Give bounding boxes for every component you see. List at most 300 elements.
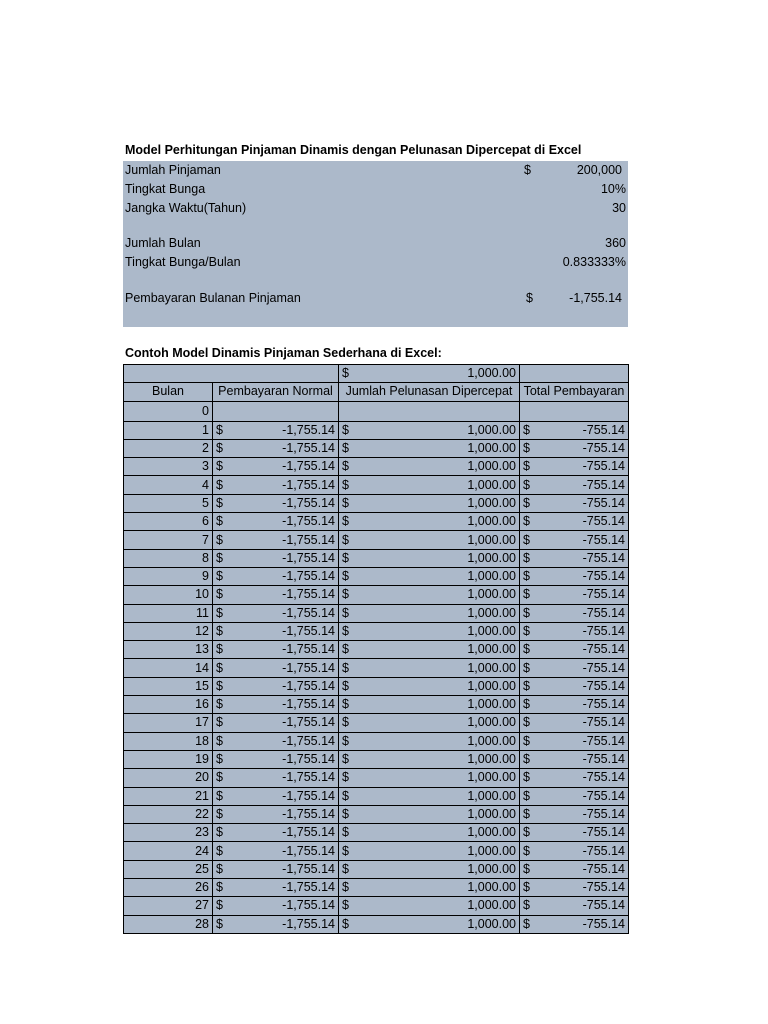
amount: -755.14 [582, 861, 625, 876]
total-payment-cell[interactable] [520, 879, 629, 897]
amount: -1,755.14 [282, 752, 335, 767]
normal-payment-cell[interactable] [213, 458, 339, 476]
amount: 1,000.00 [467, 916, 516, 931]
currency-sign: $ [216, 825, 223, 840]
currency-sign: $ [342, 825, 349, 840]
prepayment-cell[interactable] [339, 842, 520, 860]
prepayment-cell[interactable] [339, 915, 520, 933]
month-cell[interactable] [124, 622, 213, 640]
normal-payment-cell[interactable] [213, 805, 339, 823]
extra-payment-cell[interactable] [339, 365, 520, 383]
month-number: 9 [202, 569, 209, 584]
month-cell[interactable] [124, 421, 213, 439]
table-row [124, 842, 629, 860]
table-row [124, 567, 629, 585]
currency-sign: $ [342, 477, 349, 492]
currency-sign: $ [216, 843, 223, 858]
total-payment-cell[interactable] [520, 604, 629, 622]
table-row [124, 805, 629, 823]
normal-payment-cell[interactable] [213, 641, 339, 659]
amount: -755.14 [582, 624, 625, 638]
table-row [124, 879, 629, 897]
currency-sign: $ [342, 715, 349, 730]
amount: 1,000.00 [467, 733, 516, 748]
currency-sign: $ [523, 422, 530, 437]
amount: -1,755.14 [282, 880, 335, 895]
summary-value: 0.833333% [562, 255, 626, 269]
amount: -755.14 [582, 495, 625, 510]
amount: 1,000.00 [467, 569, 516, 584]
normal-payment-cell[interactable] [213, 842, 339, 860]
table-row [124, 476, 629, 494]
total-payment-cell[interactable] [520, 714, 629, 732]
prepayment-cell[interactable] [339, 769, 520, 787]
month-number: 23 [195, 825, 209, 840]
total-payment-cell[interactable] [520, 842, 629, 860]
month-cell[interactable] [124, 567, 213, 585]
amount: -755.14 [582, 752, 625, 767]
month-number: 12 [195, 624, 209, 638]
normal-payment-cell[interactable] [213, 750, 339, 768]
prepayment-cell[interactable] [339, 677, 520, 695]
amount: 1,000.00 [467, 843, 516, 858]
amount: 1,000.00 [467, 660, 516, 675]
amount: -755.14 [582, 715, 625, 730]
normal-payment-cell[interactable] [213, 622, 339, 640]
amount: 1,000.00 [467, 806, 516, 821]
currency-sign: $ [216, 422, 223, 437]
currency-sign: $ [523, 569, 530, 584]
total-payment-cell[interactable] [520, 476, 629, 494]
currency-sign: $ [342, 569, 349, 584]
currency-sign: $ [216, 752, 223, 767]
summary-label: Pembayaran Bulanan Pinjaman [125, 291, 301, 305]
prepayment-cell[interactable] [339, 476, 520, 494]
currency-sign: $ [523, 660, 530, 675]
prepayment-cell[interactable] [339, 549, 520, 567]
month-cell[interactable] [124, 439, 213, 457]
total-payment-cell[interactable] [520, 897, 629, 915]
total-payment-cell[interactable] [520, 677, 629, 695]
month-cell[interactable] [124, 677, 213, 695]
normal-payment-cell[interactable] [213, 586, 339, 604]
month-cell[interactable] [124, 897, 213, 915]
table-row [124, 439, 629, 457]
total-payment-cell[interactable] [520, 696, 629, 714]
normal-payment-cell[interactable] [213, 860, 339, 878]
month-number: 22 [195, 806, 209, 821]
currency-sign: $ [523, 550, 530, 565]
amount: -1,755.14 [282, 587, 335, 602]
currency-sign: $ [342, 514, 349, 529]
amount: 1,000.00 [467, 697, 516, 712]
total-payment-cell[interactable] [520, 531, 629, 549]
prepayment-cell[interactable] [339, 421, 520, 439]
summary-value: 200,000 [576, 163, 622, 177]
amount: -1,755.14 [282, 916, 335, 931]
currency-sign: $ [216, 624, 223, 638]
total-payment-cell[interactable] [520, 750, 629, 768]
table-row [124, 458, 629, 476]
amount: -1,755.14 [282, 806, 335, 821]
table-row [124, 549, 629, 567]
month-cell[interactable] [124, 604, 213, 622]
table-row [124, 897, 629, 915]
prepayment-cell[interactable] [339, 622, 520, 640]
total-payment-cell[interactable] [520, 824, 629, 842]
currency-sign: $ [523, 605, 530, 620]
prepayment-cell[interactable] [339, 439, 520, 457]
total-payment-cell[interactable] [520, 458, 629, 476]
currency-sign: $ [523, 861, 530, 876]
table-row [124, 401, 629, 421]
normal-payment-cell[interactable] [213, 732, 339, 750]
currency-sign: $ [342, 642, 349, 657]
amount: -1,755.14 [282, 697, 335, 712]
total-payment-cell[interactable] [520, 659, 629, 677]
normal-payment-cell[interactable] [213, 604, 339, 622]
amount: 1,000.00 [467, 898, 516, 913]
amount: 1,000.00 [467, 587, 516, 602]
total-payment-cell[interactable] [520, 732, 629, 750]
currency-sign: $ [216, 605, 223, 620]
normal-payment-cell[interactable] [213, 787, 339, 805]
table-row [124, 696, 629, 714]
month-cell[interactable] [124, 586, 213, 604]
currency-sign: $ [523, 898, 530, 913]
total-payment-cell[interactable] [520, 567, 629, 585]
currency-sign: $ [216, 697, 223, 712]
amount: 1,000.00 [467, 880, 516, 895]
amount: -1,755.14 [282, 514, 335, 529]
currency-sign: $ [342, 660, 349, 675]
currency-sign: $ [216, 477, 223, 492]
amount: -755.14 [582, 441, 625, 456]
month-cell[interactable] [124, 641, 213, 659]
amount: -755.14 [582, 697, 625, 712]
currency-sign: $ [342, 678, 349, 693]
month-cell[interactable] [124, 458, 213, 476]
month-cell[interactable] [124, 787, 213, 805]
total-payment-cell[interactable] [520, 860, 629, 878]
currency-sign: $ [523, 806, 530, 821]
currency-sign: $ [523, 788, 530, 803]
normal-payment-cell[interactable] [213, 897, 339, 915]
month-cell[interactable] [124, 842, 213, 860]
month-cell[interactable] [124, 750, 213, 768]
header-bulan: Bulan [124, 383, 213, 401]
amount: -755.14 [582, 660, 625, 675]
month-number: 26 [195, 880, 209, 895]
summary-currency: $ [526, 291, 533, 305]
month-number: 24 [195, 843, 209, 858]
amount: -755.14 [582, 733, 625, 748]
currency-sign: $ [216, 569, 223, 584]
normal-payment-cell[interactable] [213, 879, 339, 897]
month-number: 10 [195, 587, 209, 602]
summary-currency: $ [524, 163, 531, 177]
prepayment-cell[interactable] [339, 750, 520, 768]
amount: -755.14 [582, 898, 625, 913]
summary-row-loan-amount [125, 161, 626, 179]
amount: 1,000.00 [467, 532, 516, 547]
prepayment-cell[interactable] [339, 805, 520, 823]
table-row [124, 586, 629, 604]
normal-payment-cell[interactable] [213, 769, 339, 787]
total-payment-cell[interactable] [520, 513, 629, 531]
amount: -1,755.14 [282, 678, 335, 693]
month-cell[interactable] [124, 732, 213, 750]
currency-sign: $ [216, 495, 223, 510]
prepayment-cell[interactable] [339, 897, 520, 915]
amount: -755.14 [582, 916, 625, 931]
currency-sign: $ [342, 916, 349, 931]
table-row [124, 787, 629, 805]
currency-sign: $ [523, 715, 530, 730]
prepayment-cell[interactable] [339, 586, 520, 604]
currency-sign: $ [342, 752, 349, 767]
month-cell[interactable] [124, 879, 213, 897]
total-payment-cell[interactable] [520, 769, 629, 787]
summary-row-monthly-payment [125, 289, 626, 307]
amount: -755.14 [582, 514, 625, 529]
normal-payment-cell[interactable] [213, 677, 339, 695]
normal-payment-cell[interactable] [213, 494, 339, 512]
month-number: 20 [195, 770, 209, 785]
currency-sign: $ [342, 624, 349, 638]
amount: -755.14 [582, 770, 625, 785]
month-number: 2 [202, 441, 209, 456]
currency-sign: $ [342, 587, 349, 602]
amount: -1,755.14 [282, 605, 335, 620]
currency-sign: $ [342, 880, 349, 895]
table-row [124, 769, 629, 787]
month-cell[interactable] [124, 659, 213, 677]
prepayment-cell[interactable] [339, 879, 520, 897]
currency-sign: $ [523, 477, 530, 492]
empty-cell [520, 365, 629, 383]
amount: 1,000.00 [467, 788, 516, 803]
currency-sign: $ [523, 752, 530, 767]
summary-label: Tingkat Bunga [125, 182, 206, 196]
amount: 1,000.00 [467, 678, 516, 693]
currency-sign: $ [216, 806, 223, 821]
currency-sign: $ [523, 880, 530, 895]
month-cell[interactable] [124, 531, 213, 549]
normal-payment-cell[interactable] [213, 401, 339, 421]
total-payment-cell[interactable] [520, 622, 629, 640]
total-payment-cell[interactable] [520, 805, 629, 823]
prepayment-cell[interactable] [339, 604, 520, 622]
currency-sign: $ [342, 697, 349, 712]
currency-sign: $ [523, 441, 530, 456]
amount: -1,755.14 [282, 441, 335, 456]
table-row [124, 494, 629, 512]
empty-cell [124, 365, 213, 383]
currency-sign: $ [523, 624, 530, 638]
prepayment-cell[interactable] [339, 458, 520, 476]
amount: -755.14 [582, 806, 625, 821]
amount: 1,000.00 [467, 550, 516, 565]
month-cell[interactable] [124, 494, 213, 512]
summary-panel [123, 161, 628, 327]
total-payment-cell[interactable] [520, 421, 629, 439]
prepayment-cell[interactable] [339, 641, 520, 659]
currency-sign: $ [523, 733, 530, 748]
total-payment-cell[interactable] [520, 787, 629, 805]
table-row [124, 860, 629, 878]
currency-sign: $ [523, 825, 530, 840]
amount: -1,755.14 [282, 532, 335, 547]
amount: 1,000.00 [467, 715, 516, 730]
month-number: 11 [196, 605, 209, 620]
currency-sign: $ [216, 587, 223, 602]
normal-payment-cell[interactable] [213, 714, 339, 732]
normal-payment-cell[interactable] [213, 549, 339, 567]
month-number: 7 [202, 532, 209, 547]
normal-payment-cell[interactable] [213, 513, 339, 531]
normal-payment-cell[interactable] [213, 531, 339, 549]
currency-sign: $ [342, 770, 349, 785]
table-row [124, 421, 629, 439]
normal-payment-cell[interactable] [213, 659, 339, 677]
total-payment-cell[interactable] [520, 586, 629, 604]
normal-payment-cell[interactable] [213, 915, 339, 933]
month-cell[interactable] [124, 769, 213, 787]
prepayment-cell[interactable] [339, 860, 520, 878]
currency-sign: $ [523, 495, 530, 510]
month-cell[interactable] [124, 696, 213, 714]
summary-row-monthly-rate [125, 253, 626, 271]
normal-payment-cell[interactable] [213, 696, 339, 714]
total-payment-cell[interactable] [520, 494, 629, 512]
month-cell[interactable] [124, 513, 213, 531]
prepayment-cell[interactable] [339, 531, 520, 549]
currency-sign: $ [523, 459, 530, 474]
table-row [124, 622, 629, 640]
currency-sign: $ [216, 441, 223, 456]
currency-sign: $ [216, 678, 223, 693]
currency-sign: $ [523, 678, 530, 693]
normal-payment-cell[interactable] [213, 824, 339, 842]
table-row [124, 824, 629, 842]
month-number: 18 [195, 733, 209, 748]
amount: 1,000.00 [467, 459, 516, 474]
currency-sign: $ [342, 806, 349, 821]
prepayment-cell[interactable] [339, 659, 520, 677]
total-payment-cell[interactable] [520, 439, 629, 457]
month-number: 25 [195, 861, 209, 876]
prepayment-cell[interactable] [339, 714, 520, 732]
total-payment-cell[interactable] [520, 401, 629, 421]
summary-value: 30 [612, 201, 626, 215]
prepayment-cell[interactable] [339, 696, 520, 714]
currency-sign: $ [216, 788, 223, 803]
currency-sign: $ [342, 861, 349, 876]
total-payment-cell[interactable] [520, 641, 629, 659]
month-cell[interactable] [124, 860, 213, 878]
amount: -755.14 [582, 587, 625, 602]
amount: -755.14 [582, 550, 625, 565]
prepayment-cell[interactable] [339, 401, 520, 421]
currency-sign: $ [342, 550, 349, 565]
amount: 1,000.00 [467, 605, 516, 620]
currency-sign: $ [216, 459, 223, 474]
amount: -1,755.14 [282, 660, 335, 675]
loan-table [123, 364, 629, 934]
amount: -1,755.14 [282, 770, 335, 785]
summary-label: Jumlah Bulan [125, 236, 201, 250]
currency-sign: $ [342, 605, 349, 620]
month-cell[interactable] [124, 549, 213, 567]
summary-title: Model Perhitungan Pinjaman Dinamis dengan Pelunasan Dipercepat di Excel [125, 143, 582, 157]
month-number: 15 [195, 678, 209, 693]
currency-sign: $ [342, 422, 349, 437]
prepayment-cell[interactable] [339, 732, 520, 750]
table-row [124, 604, 629, 622]
total-payment-cell[interactable] [520, 549, 629, 567]
month-cell[interactable] [124, 401, 213, 421]
prepayment-cell[interactable] [339, 787, 520, 805]
table-row [124, 915, 629, 933]
amount: -1,755.14 [282, 477, 335, 492]
prepayment-cell[interactable] [339, 567, 520, 585]
amount: -755.14 [582, 477, 625, 492]
currency-sign: $ [216, 770, 223, 785]
prepayment-cell[interactable] [339, 824, 520, 842]
amount: 1,000.00 [467, 642, 516, 657]
currency-sign: $ [216, 660, 223, 675]
table-row [124, 732, 629, 750]
currency-sign: $ [216, 642, 223, 657]
month-number: 8 [202, 550, 209, 565]
normal-payment-cell[interactable] [213, 476, 339, 494]
month-cell[interactable] [124, 824, 213, 842]
header-pembayaran-normal: Pembayaran Normal [213, 383, 339, 401]
amount: 1,000.00 [467, 477, 516, 492]
currency-sign: $ [523, 587, 530, 602]
normal-payment-cell[interactable] [213, 421, 339, 439]
month-number: 1 [202, 422, 209, 437]
amount: 1,000.00 [467, 825, 516, 840]
month-cell[interactable] [124, 915, 213, 933]
month-cell[interactable] [124, 805, 213, 823]
currency-sign: $ [523, 916, 530, 931]
currency-sign: $ [523, 642, 530, 657]
month-cell[interactable] [124, 714, 213, 732]
currency-sign: $ [216, 532, 223, 547]
currency-sign: $ [523, 770, 530, 785]
header-pelunasan-dipercepat: Jumlah Pelunasan Dipercepat [339, 383, 520, 401]
total-payment-cell[interactable] [520, 915, 629, 933]
prepayment-cell[interactable] [339, 513, 520, 531]
currency-sign: $ [523, 514, 530, 529]
month-cell[interactable] [124, 476, 213, 494]
normal-payment-cell[interactable] [213, 567, 339, 585]
amount: -755.14 [582, 843, 625, 858]
amount: -1,755.14 [282, 495, 335, 510]
month-number: 13 [195, 642, 209, 657]
amount: -1,755.14 [282, 715, 335, 730]
normal-payment-cell[interactable] [213, 439, 339, 457]
amount: -1,755.14 [282, 550, 335, 565]
month-number: 17 [195, 715, 209, 730]
amount: -1,755.14 [282, 861, 335, 876]
prepayment-cell[interactable] [339, 494, 520, 512]
table-row [124, 677, 629, 695]
summary-row-term-years [125, 199, 626, 217]
amount: -1,755.14 [282, 459, 335, 474]
